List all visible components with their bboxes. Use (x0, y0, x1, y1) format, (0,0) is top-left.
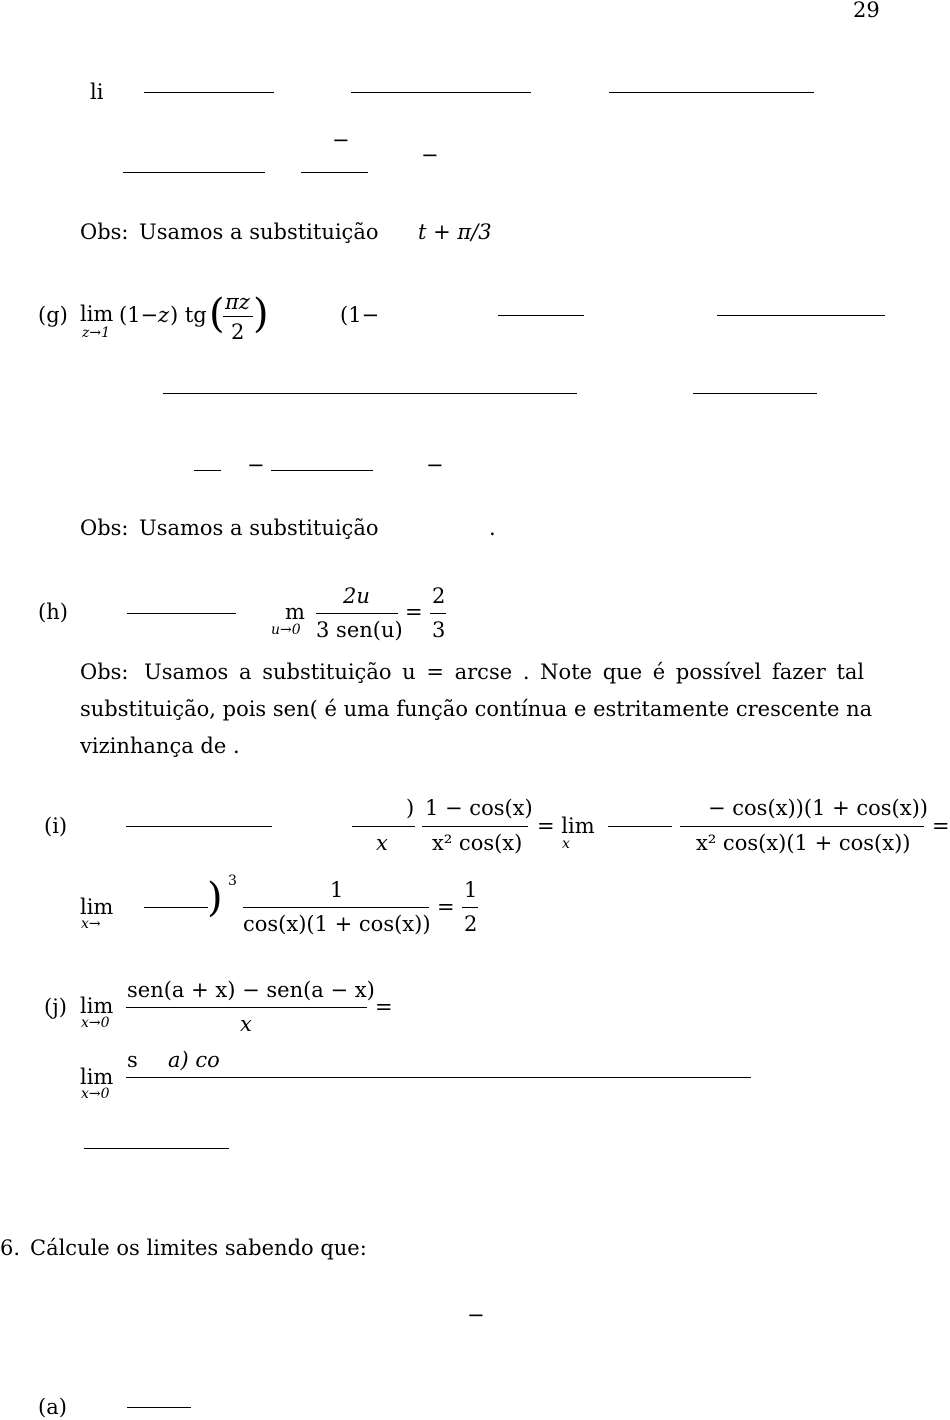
obs-label: Obs: (80, 516, 129, 540)
limit-fragment: li (90, 80, 104, 104)
numerator-fragment: a) co (168, 1048, 220, 1072)
fraction-bar (126, 826, 272, 827)
fraction-bar (271, 470, 373, 471)
fraction-bar (144, 907, 208, 908)
fraction-denominator: x (240, 1012, 252, 1036)
fraction-bar (609, 92, 814, 93)
fraction-bar (430, 613, 446, 614)
equals-sign: = (932, 814, 950, 838)
obs-label: Obs: (80, 660, 129, 684)
fraction-denominator: 3 sen(u) (316, 618, 403, 642)
minus-sign: − (332, 128, 350, 152)
fraction-bar (498, 315, 584, 316)
fraction-numerator: 2u (343, 584, 370, 608)
obs-line-2: substituição, pois sen( é uma função contínua e estritamente crescente na (80, 697, 873, 721)
fraction-bar (126, 1007, 367, 1008)
equals-sign: = (437, 895, 455, 919)
result-denominator: 3 (432, 618, 446, 642)
fraction-bar (123, 172, 265, 173)
result-numerator: 2 (432, 584, 446, 608)
paren-left: ( (209, 291, 225, 337)
tangent-function: ) tg (170, 303, 207, 327)
item-label-i: (i) (44, 814, 68, 838)
obs-label: Obs: (80, 220, 129, 244)
fraction-bar (717, 315, 885, 316)
equals-sign: = (405, 600, 423, 624)
fraction-denominator: cos(x)(1 + cos(x)) (243, 912, 431, 936)
fraction-bar (84, 1148, 229, 1149)
item-label-h: (h) (38, 600, 68, 624)
fraction-numerator: 1 (330, 878, 344, 902)
result-denominator: 2 (464, 912, 478, 936)
fraction-denominator: x² cos(x)(1 + cos(x)) (696, 831, 911, 855)
fraction-bar (194, 470, 221, 471)
fraction-bar (127, 1407, 191, 1408)
item-label-j: (j) (44, 995, 67, 1019)
equals-lim: = lim (537, 814, 595, 838)
paren-right: ) (253, 291, 269, 337)
fraction-bar (680, 826, 924, 827)
fraction-bar (223, 316, 253, 317)
numerator-fragment: s (127, 1048, 138, 1072)
fraction-bar (352, 826, 415, 827)
fraction-bar (127, 613, 236, 614)
fraction-bar (126, 1077, 751, 1078)
obs-text: Usamos a substituição (139, 220, 379, 244)
minus-sign: − (421, 143, 439, 167)
variable-z: z (158, 303, 170, 327)
question-number: 6. (0, 1236, 21, 1260)
fraction-bar (316, 613, 398, 614)
obs-expression: t + π/3 (418, 220, 492, 244)
minus-sign: − (247, 453, 265, 477)
fraction-bar (243, 907, 429, 908)
fraction-numerator: sen(a + x) − sen(a − x) (127, 978, 375, 1002)
page-number: 29 (853, 0, 880, 22)
equals-sign: = (375, 995, 393, 1019)
fraction-bar (608, 826, 672, 827)
lim-operator: lim (80, 994, 114, 1018)
lim-operator: lim (80, 302, 114, 326)
minus-sign: − (426, 453, 444, 477)
result-numerator: 1 (464, 878, 478, 902)
lim-subscript: x→0 (81, 1086, 110, 1102)
obs-period: . (489, 516, 496, 540)
factor-open: (1− (340, 303, 380, 327)
lim-subscript: z→1 (82, 325, 111, 341)
question-text: Cálcule os limites sabendo que: (30, 1236, 367, 1260)
paren-right-large: ) (207, 875, 223, 921)
lim-subscript: x→ (81, 916, 101, 932)
paren-close: ) (406, 796, 415, 820)
fraction-numerator: − cos(x))(1 + cos(x)) (708, 796, 928, 820)
fraction-denominator: 2 (231, 320, 245, 344)
fraction-bar (301, 172, 368, 173)
fraction-bar (163, 393, 577, 394)
lim-subscript: x (562, 836, 570, 852)
minus-sign: − (467, 1303, 485, 1327)
lim-subscript: u→0 (271, 622, 301, 638)
lim-operator: lim (80, 895, 114, 919)
lim-subscript: x→0 (81, 1015, 110, 1031)
fraction-bar (351, 92, 531, 93)
fraction-bar (144, 92, 274, 93)
fraction-numerator: 1 − cos(x) (425, 796, 533, 820)
fraction-bar (693, 393, 817, 394)
obs-text: Usamos a substituição (139, 516, 379, 540)
obs-line-3: vizinhança de . (80, 734, 240, 758)
fraction-bar (462, 907, 478, 908)
lim-operator: lim (80, 1065, 114, 1089)
factor-open: (1− (119, 303, 159, 327)
exponent: 3 (228, 873, 237, 889)
item-label-a: (a) (38, 1395, 67, 1419)
denominator-x: x (376, 831, 388, 855)
fraction-denominator: x² cos(x) (432, 831, 523, 855)
lim-fragment: m (285, 600, 305, 624)
fraction-numerator: πz (225, 290, 250, 314)
fraction-bar (422, 826, 528, 827)
obs-line-1: Usamos a substituição u = arcse . Note que é possível fazer tal (144, 660, 865, 684)
item-label-g: (g) (38, 303, 68, 327)
